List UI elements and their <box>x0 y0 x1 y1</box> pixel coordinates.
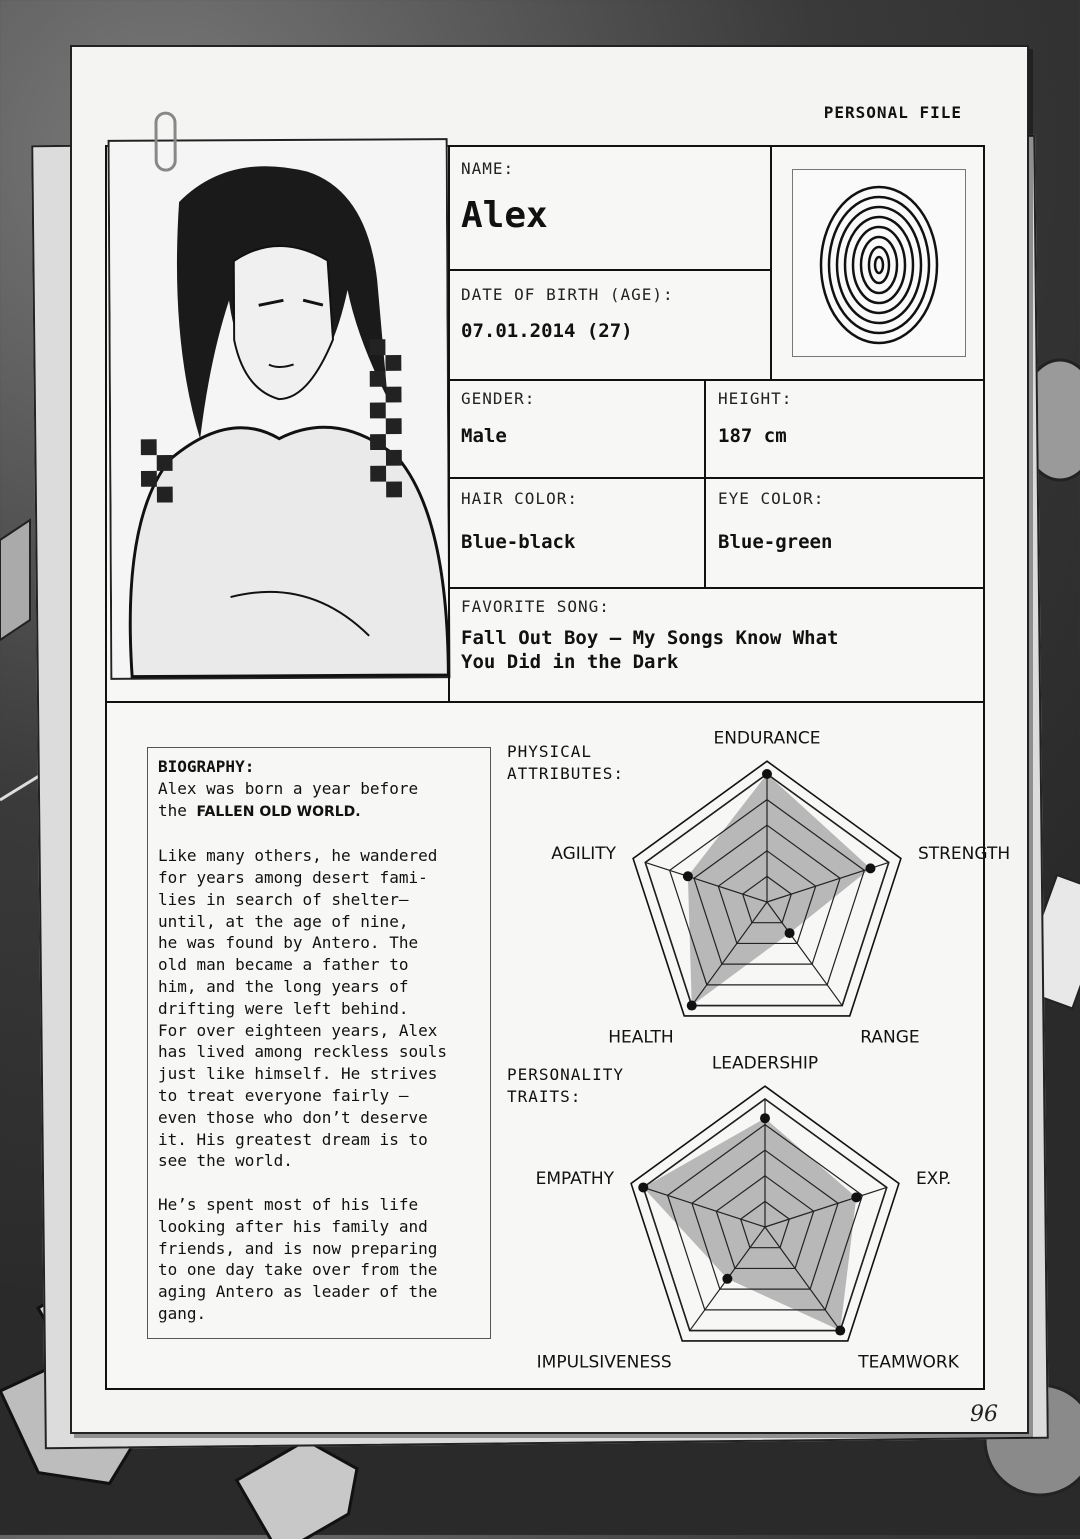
personal-file-sheet <box>105 145 1011 1390</box>
biography-paragraph-3: He’s spent most of his life looking after his family and friends, and is now preparing to one day take over from the aging Antero as leader of the gang. <box>158 1194 438 1323</box>
physical-point-agility <box>683 871 693 881</box>
fingerprint-icon <box>793 170 965 356</box>
divider-song <box>107 701 985 703</box>
eye-label: EYE COLOR: <box>718 489 825 508</box>
physical-label-strength: STRENGTH <box>917 843 1011 864</box>
biography-box <box>147 747 491 1339</box>
eye-value: Blue-green <box>718 531 833 553</box>
hair-value: Blue-black <box>461 531 576 553</box>
personality-label-impulsiveness: IMPULSIVENESS <box>536 1352 672 1373</box>
personality-label-teamwork: TEAMWORK <box>858 1352 959 1373</box>
personality-title-line2: TRAITS: <box>507 1087 582 1106</box>
personality-point-teamwork <box>835 1326 845 1336</box>
height-label: HEIGHT: <box>718 389 793 408</box>
song-label: FAVORITE SONG: <box>461 597 610 616</box>
physical-label-range: RANGE <box>860 1027 920 1048</box>
personality-title-line1: PERSONALITY <box>507 1065 624 1084</box>
physical-point-health <box>687 1001 697 1011</box>
height-value: 187 cm <box>718 425 787 447</box>
personality-point-leadership <box>760 1113 770 1123</box>
song-value-line1: Fall Out Boy — My Songs Know What <box>461 627 839 649</box>
character-portrait <box>108 138 451 680</box>
page-number: 96 <box>970 1402 998 1427</box>
divider-name <box>448 269 770 271</box>
personality-point-exp <box>851 1192 861 1202</box>
physical-point-strength <box>865 863 875 873</box>
song-value-line2: You Did in the Dark <box>461 651 679 673</box>
portrait-illustration <box>110 140 449 678</box>
biography-heading: BIOGRAPHY: <box>158 757 255 776</box>
personality-label-exp: EXP. <box>915 1168 952 1189</box>
divider-hair <box>448 587 985 589</box>
biography-line1: Alex was born a year before <box>158 778 419 798</box>
personality-label-empathy: EMPATHY <box>535 1168 615 1189</box>
personality-point-impulsiveness <box>722 1274 732 1284</box>
biography-line2 <box>158 800 480 824</box>
personality-label-leadership: LEADERSHIP <box>711 1053 819 1074</box>
fingerprint-box <box>792 169 966 357</box>
biography-paragraph-2: Like many others, he wandered for years among desert fami- lies in search of shelter— until, at the age of nine, he was found by Antero. The old man became a father to him, and the long years of drifting were left behind. For over eighteen years, Alex has lived among reckless souls just like himself. He strives to treat everyone fairly — even those who don’t deserve it. His greatest dream is to see the world. <box>158 846 447 1171</box>
physical-title-line1: PHYSICAL <box>507 742 593 761</box>
name-value: Alex <box>461 195 548 236</box>
personality-traits-radar <box>527 1053 985 1373</box>
physical-label-health: HEALTH <box>608 1027 674 1048</box>
divider-gender-height <box>704 379 706 589</box>
hair-label: HAIR COLOR: <box>461 489 578 508</box>
gender-label: GENDER: <box>461 389 536 408</box>
personality-point-empathy <box>638 1182 648 1192</box>
physical-label-endurance: ENDURANCE <box>713 728 821 749</box>
paper-clip-icon <box>154 112 176 172</box>
physical-point-range <box>785 928 795 938</box>
name-label: NAME: <box>461 159 515 178</box>
divider-left <box>448 147 450 702</box>
divider-gender <box>448 477 985 479</box>
dob-label: DATE OF BIRTH (AGE): <box>461 285 674 304</box>
divider-fingerprint <box>770 147 772 379</box>
physical-title-line2: ATTRIBUTES: <box>507 764 624 783</box>
physical-label-agility: AGILITY <box>551 843 617 864</box>
divider-dob <box>448 379 985 381</box>
gender-value: Male <box>461 425 507 447</box>
physical-point-endurance <box>762 769 772 779</box>
file-label: PERSONAL FILE <box>823 103 962 122</box>
fallen-old-world-text: FALLEN OLD WORLD. <box>196 803 361 820</box>
dob-value: 07.01.2014 (27) <box>461 320 633 342</box>
biography-line2-pre: the <box>158 800 197 820</box>
